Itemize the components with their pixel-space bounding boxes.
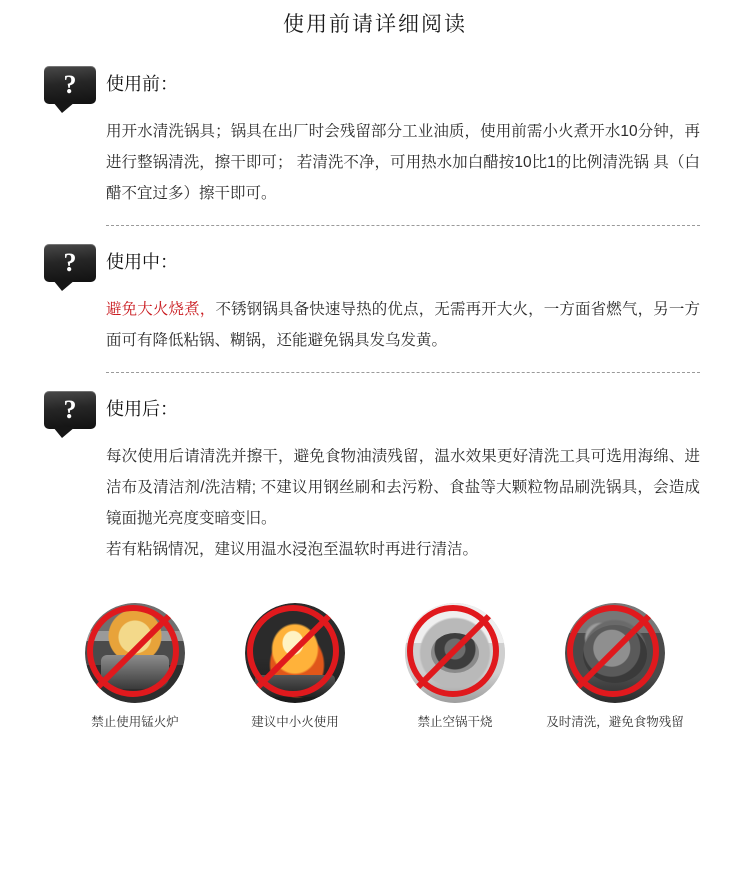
question-mark-icon [44, 391, 96, 435]
icon-caption: 及时清洗，避免食物残留 [546, 715, 684, 729]
icon-caption: 禁止空锅干烧 [417, 715, 493, 729]
warning-icons-row [0, 579, 750, 731]
section-after-use [0, 389, 750, 565]
section-header [44, 64, 700, 110]
question-mark-icon [44, 66, 96, 110]
no-coal-stove-icon [85, 603, 185, 703]
section-text: 每次使用后请清洗并擦干，避免食物油渍残留，温水效果更好清洗工具可选用海绵、进洁布及清洁剂/洗洁精; 不建议用钢丝刷和去污粉、食盐等大颗粒物品刷洗锅具，会造成镜面抛光亮度变暗变旧。 [106, 448, 700, 527]
icon-item-medium-low-flame [220, 603, 370, 731]
question-mark-icon [44, 244, 96, 288]
section-label-before-use: 使用前： [106, 74, 178, 94]
icon-item-no-coal-stove [60, 603, 210, 731]
divider-2 [106, 372, 700, 373]
no-empty-pot-heating-icon [405, 603, 505, 703]
section-highlight: 避免大火烧煮， [106, 301, 216, 318]
section-label-after-use: 使用后： [106, 399, 178, 419]
section-body-during-use [44, 294, 700, 356]
section-before-use [0, 64, 750, 209]
clean-in-time-icon [565, 603, 665, 703]
page-title: 使用前请详细阅读 [283, 13, 467, 36]
icon-item-no-empty-pot-heating [380, 603, 530, 731]
section-body-before-use [44, 116, 700, 209]
question-mark-glyph: ? [63, 70, 77, 99]
section-header [44, 389, 700, 435]
medium-low-flame-icon [245, 603, 345, 703]
section-header [44, 242, 700, 288]
icon-item-clean-in-time [540, 603, 690, 731]
section-during-use [0, 242, 750, 356]
section-body-after-use [44, 441, 700, 565]
question-mark-glyph: ? [63, 248, 77, 277]
section-text-secondary: 若有粘锅情况，建议用温水浸泡至温软时再进行清洁。 [106, 541, 479, 558]
icon-caption: 禁止使用锰火炉 [91, 715, 179, 729]
section-text: 用开水清洗锅具；锅具在出厂时会残留部分工业油质，使用前需小火煮开水10分钟，再进行整锅清洗，擦干即可； 若清洗不净，可用热水加白醋按10比1的比例清洗锅 具（白醋不宜过多）擦干即可。 [106, 123, 700, 202]
divider-1 [106, 225, 700, 226]
icon-caption: 建议中小火使用 [251, 715, 339, 729]
question-mark-glyph: ? [63, 395, 77, 424]
section-text: 不锈钢锅具备快速导热的优点，无需再开大火，一方面省燃气，另一方面可有降低粘锅、糊锅，还能避免锅具发乌发黄。 [106, 301, 700, 349]
section-label-during-use: 使用中： [106, 252, 178, 272]
